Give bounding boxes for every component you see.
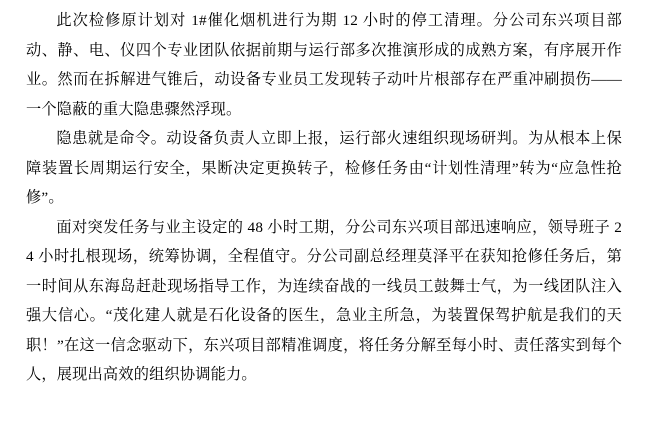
paragraph-2: 隐患就是命令。动设备负责人立即上报，运行部火速组织现场研判。为从根本上保障装置长周期运行安全，果断决定更换转子，检修任务由“计划性清理”转为“应急性抢修”。 [26, 130, 622, 206]
paragraph-1: 此次检修原计划对 1#催化烟机进行为期 12 小时的停工清理。分公司东兴项目部动、静、电、仪四个专业团队依据前期与运行部多次推演形成的成熟方案，有序展开作业。然而在拆解进气锥后，动设备专业员工发现转子动叶片根部存在严重冲刷损伤——一个隐蔽的重大隐患骤然浮现。 [26, 12, 622, 118]
paragraph-3: 面对突发任务与业主设定的 48 小时工期，分公司东兴项目部迅速响应，领导班子 24 小时扎根现场，统筹协调，全程值守。分公司副总经理莫泽平在获知抢修任务后，第一时间从东海岛赶赴现场指导工作，为连续奋战的一线员工鼓舞士气，为一线团队注入强大信心。“茂化建人就是石化设备的医生，急业主所急，为装置保驾护航是我们的天职！”在这一信念驱动下，东兴项目部精准调度，将任务分解至每小时、责任落实到每个人，展现出高效的组织协调能力。 [26, 218, 622, 383]
